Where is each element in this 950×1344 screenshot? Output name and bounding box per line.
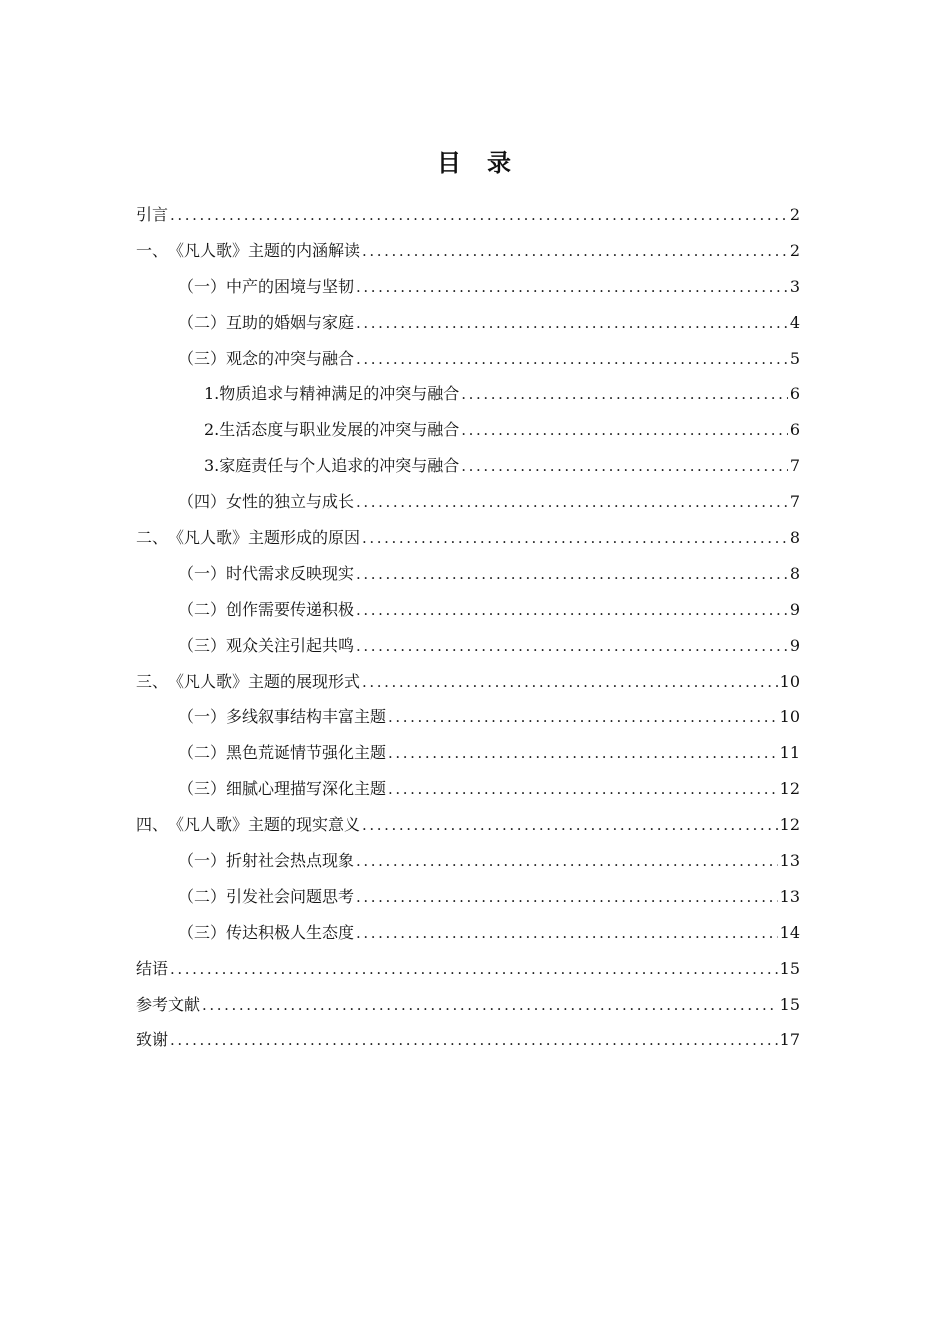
toc-entry[interactable] [136,448,800,484]
toc-dot-leader [356,342,788,378]
toc-entry-title: 黑色荒诞情节强化主题 [226,743,387,763]
toc-entry[interactable] [136,807,800,843]
toc-entry-number: （一） [178,563,227,583]
toc-dot-leader [388,772,778,808]
toc-entry[interactable] [136,233,800,269]
toc-entry[interactable] [136,664,800,700]
toc-entry-page-number: 5 [789,348,800,368]
toc-entry-title: 中产的困境与坚韧 [226,276,355,296]
toc-entry-number: （一） [178,851,227,871]
toc-dot-leader [356,270,788,306]
title-char-1: 目 [437,148,463,177]
toc-dot-leader [362,665,778,701]
toc-entry-title: 《凡人歌》主题的展现形式 [168,671,361,691]
toc-entry-number: （三） [178,779,227,799]
toc-dot-leader [356,593,788,629]
toc-dot-leader [356,916,778,952]
toc-entry-title: 家庭责任与个人追求的冲突与融合 [219,456,460,476]
toc-entry[interactable] [136,484,800,520]
toc-entry[interactable] [136,915,800,951]
toc-dot-leader [362,521,788,557]
toc-entry-title: 观念的冲突与融合 [226,348,355,368]
toc-entry-title: 传达积极人生态度 [226,922,355,942]
toc-entry-number: （三） [178,348,227,368]
toc-entry-number: （二） [178,312,227,332]
toc-dot-leader [362,234,788,270]
toc-entry[interactable] [136,771,800,807]
toc-entry-number: （三） [178,922,227,942]
toc-entry[interactable] [136,1022,800,1058]
toc-entry-number: 一、 [136,240,169,260]
toc-entry-page-number: 8 [789,528,800,548]
toc-entry[interactable] [136,520,800,556]
toc-entry-page-number: 2 [789,205,800,224]
toc-entry[interactable] [136,305,800,341]
page-title [0,146,950,180]
toc-entry-title: 《凡人歌》主题形成的原因 [168,528,361,548]
toc-entry[interactable] [136,341,800,377]
toc-entry[interactable] [136,592,800,628]
toc-entry[interactable] [136,628,800,664]
toc-entry-page-number: 17 [779,1030,800,1050]
toc-entry-page-number: 12 [779,779,800,799]
toc-dot-leader [170,198,788,234]
toc-dot-leader [356,844,778,880]
title-char-2: 录 [487,148,513,177]
toc-dot-leader [461,377,788,413]
toc-dot-leader [356,306,788,342]
toc-entry-page-number: 7 [789,492,800,512]
toc-entry-number: 四、 [136,815,169,835]
toc-entry-page-number: 13 [779,886,800,906]
toc-entry-number: 3. [204,456,220,476]
toc-entry[interactable] [136,412,800,448]
toc-dot-leader [356,629,788,665]
toc-dot-leader [362,808,778,844]
toc-entry[interactable] [136,951,800,987]
toc-entry[interactable] [136,197,800,233]
toc-entry-page-number: 10 [779,671,800,691]
toc-dot-leader [170,952,778,988]
toc-entry-title: 致谢 [136,1030,169,1050]
toc-entry[interactable] [136,699,800,735]
toc-entry-title: 《凡人歌》主题的内涵解读 [168,240,361,260]
toc-entry-number: （二） [178,743,227,763]
toc-dot-leader [461,449,788,485]
toc-entry-number: （二） [178,599,227,619]
toc-entry-page-number: 8 [789,563,800,583]
table-of-contents [136,197,800,1058]
toc-entry-title: 引言 [136,205,169,224]
toc-entry-page-number: 13 [779,851,800,871]
toc-entry-page-number: 9 [789,635,800,655]
toc-entry-number: 三、 [136,671,169,691]
toc-entry-page-number: 3 [789,276,800,296]
toc-entry-number: （一） [178,707,227,727]
toc-dot-leader [356,880,778,916]
toc-entry-title: 折射社会热点现象 [226,851,355,871]
toc-entry-title: 结语 [136,958,169,978]
toc-entry-title: 多线叙事结构丰富主题 [226,707,387,727]
toc-entry-title: 观众关注引起共鸣 [226,635,355,655]
toc-entry[interactable] [136,987,800,1023]
toc-dot-leader [461,413,788,449]
toc-entry-title: 物质追求与精神满足的冲突与融合 [219,384,460,404]
toc-entry-page-number: 6 [789,420,800,440]
toc-dot-leader [170,1023,778,1059]
toc-entry[interactable] [136,735,800,771]
toc-entry-page-number: 4 [789,312,800,332]
toc-entry-title: 时代需求反映现实 [226,563,355,583]
toc-entry-title: 创作需要传递积极 [226,599,355,619]
toc-entry-title: 女性的独立与成长 [226,492,355,512]
toc-entry-number: （四） [178,492,227,512]
toc-entry-title: 互助的婚姻与家庭 [226,312,355,332]
toc-entry-title: 《凡人歌》主题的现实意义 [168,815,361,835]
toc-entry-number: （二） [178,886,227,906]
toc-entry[interactable] [136,269,800,305]
toc-entry[interactable] [136,843,800,879]
toc-entry-page-number: 12 [779,815,800,835]
toc-entry[interactable] [136,556,800,592]
toc-dot-leader [388,700,778,736]
toc-entry-page-number: 7 [789,456,800,476]
toc-entry-number: （一） [178,276,227,296]
toc-entry-title: 细腻心理描写深化主题 [226,779,387,799]
toc-entry-title: 引发社会问题思考 [226,886,355,906]
toc-entry-page-number: 9 [789,599,800,619]
toc-entry-title: 生活态度与职业发展的冲突与融合 [219,420,460,440]
toc-entry-page-number: 15 [779,958,800,978]
toc-entry-number: 1. [204,384,220,404]
toc-entry-page-number: 6 [789,384,800,404]
toc-entry[interactable] [136,879,800,915]
toc-entry-page-number: 15 [779,994,800,1014]
toc-entry-page-number: 2 [789,240,800,260]
toc-dot-leader [202,988,778,1024]
toc-entry-number: （三） [178,635,227,655]
toc-entry[interactable] [136,376,800,412]
toc-entry-number: 二、 [136,528,169,548]
toc-dot-leader [356,485,788,521]
toc-entry-page-number: 14 [779,922,800,942]
toc-entry-number: 2. [204,420,220,440]
toc-dot-leader [356,557,788,593]
toc-entry-title: 参考文献 [136,994,201,1014]
toc-dot-leader [388,736,778,772]
toc-entry-page-number: 10 [779,707,800,727]
toc-entry-page-number: 11 [779,743,800,763]
